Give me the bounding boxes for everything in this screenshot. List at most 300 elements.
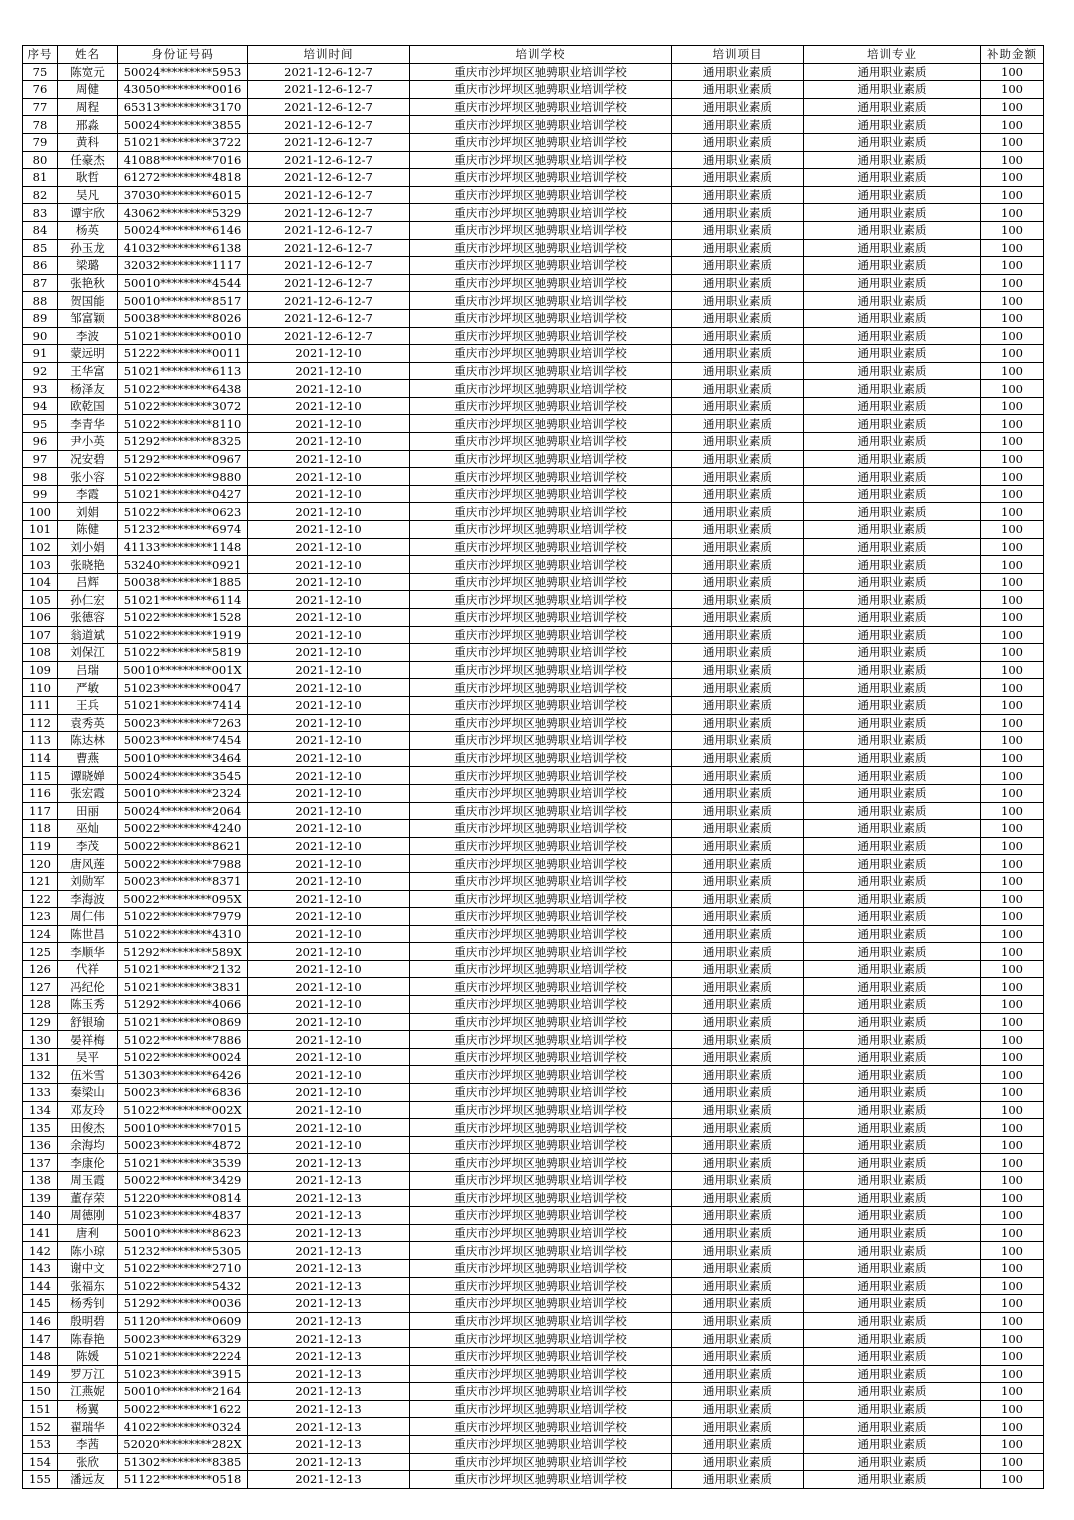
cell-id-number: 32032*********1117 (118, 257, 248, 275)
cell-training-time: 2021-12-10 (248, 538, 410, 556)
cell-id-number: 50010*********2324 (118, 784, 248, 802)
cell-training-major: 通用职业素质 (804, 1418, 981, 1436)
cell-name: 谢中文 (58, 1259, 118, 1277)
cell-subsidy-amount: 100 (981, 1400, 1044, 1418)
cell-name: 陈媛 (58, 1347, 118, 1365)
cell-subsidy-amount: 100 (981, 1101, 1044, 1119)
table-row (23, 609, 1044, 627)
cell-id-number: 51021*********2224 (118, 1347, 248, 1365)
cell-training-major: 通用职业素质 (804, 151, 981, 169)
cell-serial: 139 (23, 1189, 58, 1207)
cell-training-project: 通用职业素质 (672, 345, 804, 363)
table-row (23, 996, 1044, 1014)
cell-training-project: 通用职业素质 (672, 1048, 804, 1066)
cell-id-number: 50024*********6146 (118, 221, 248, 239)
cell-serial: 117 (23, 802, 58, 820)
cell-training-project: 通用职业素质 (672, 556, 804, 574)
cell-training-major: 通用职业素质 (804, 696, 981, 714)
cell-serial: 94 (23, 397, 58, 415)
cell-subsidy-amount: 100 (981, 204, 1044, 222)
cell-id-number: 51021*********0869 (118, 1013, 248, 1031)
cell-id-number: 51022*********0024 (118, 1048, 248, 1066)
cell-training-project: 通用职业素质 (672, 679, 804, 697)
cell-training-project: 通用职业素质 (672, 1242, 804, 1260)
cell-training-major: 通用职业素质 (804, 538, 981, 556)
table-row (23, 63, 1044, 81)
cell-name: 李波 (58, 327, 118, 345)
cell-training-major: 通用职业素质 (804, 1101, 981, 1119)
cell-name: 陈玉秀 (58, 996, 118, 1014)
cell-training-time: 2021-12-10 (248, 661, 410, 679)
cell-name: 李青华 (58, 415, 118, 433)
cell-training-school: 重庆市沙坪坝区驰骋职业培训学校 (410, 204, 672, 222)
cell-serial: 102 (23, 538, 58, 556)
cell-training-major: 通用职业素质 (804, 98, 981, 116)
cell-name: 王华富 (58, 362, 118, 380)
cell-training-time: 2021-12-10 (248, 1013, 410, 1031)
cell-training-project: 通用职业素质 (672, 1136, 804, 1154)
cell-training-major: 通用职业素质 (804, 1189, 981, 1207)
cell-training-major: 通用职业素质 (804, 292, 981, 310)
cell-id-number: 51022*********8110 (118, 415, 248, 433)
cell-serial: 85 (23, 239, 58, 257)
cell-name: 况安碧 (58, 450, 118, 468)
cell-training-project: 通用职业素质 (672, 1119, 804, 1137)
cell-subsidy-amount: 100 (981, 116, 1044, 134)
cell-training-project: 通用职业素质 (672, 1101, 804, 1119)
cell-training-time: 2021-12-10 (248, 1084, 410, 1102)
cell-id-number: 50010*********001X (118, 661, 248, 679)
cell-name: 陈小琼 (58, 1242, 118, 1260)
cell-training-school: 重庆市沙坪坝区驰骋职业培训学校 (410, 1013, 672, 1031)
cell-training-time: 2021-12-10 (248, 1066, 410, 1084)
cell-training-project: 通用职业素质 (672, 890, 804, 908)
table-row (23, 802, 1044, 820)
table-row (23, 661, 1044, 679)
cell-subsidy-amount: 100 (981, 1207, 1044, 1225)
cell-subsidy-amount: 100 (981, 380, 1044, 398)
cell-training-school: 重庆市沙坪坝区驰骋职业培训学校 (410, 714, 672, 732)
cell-training-time: 2021-12-13 (248, 1259, 410, 1277)
cell-serial: 78 (23, 116, 58, 134)
cell-training-school: 重庆市沙坪坝区驰骋职业培训学校 (410, 309, 672, 327)
cell-training-school: 重庆市沙坪坝区驰骋职业培训学校 (410, 1400, 672, 1418)
cell-training-time: 2021-12-13 (248, 1207, 410, 1225)
cell-name: 陈健 (58, 521, 118, 539)
cell-id-number: 51303*********6426 (118, 1066, 248, 1084)
cell-name: 田丽 (58, 802, 118, 820)
cell-training-project: 通用职业素质 (672, 538, 804, 556)
table-row (23, 1136, 1044, 1154)
cell-training-major: 通用职业素质 (804, 257, 981, 275)
cell-serial: 137 (23, 1154, 58, 1172)
cell-training-major: 通用职业素质 (804, 1259, 981, 1277)
cell-serial: 86 (23, 257, 58, 275)
table-row (23, 503, 1044, 521)
cell-training-project: 通用职业素质 (672, 450, 804, 468)
cell-serial: 77 (23, 98, 58, 116)
cell-training-major: 通用职业素质 (804, 820, 981, 838)
cell-training-project: 通用职业素质 (672, 433, 804, 451)
cell-serial: 126 (23, 960, 58, 978)
cell-id-number: 51022*********6438 (118, 380, 248, 398)
cell-training-project: 通用职业素质 (672, 943, 804, 961)
cell-name: 周玉霞 (58, 1172, 118, 1190)
cell-training-school: 重庆市沙坪坝区驰骋职业培训学校 (410, 345, 672, 363)
cell-training-school: 重庆市沙坪坝区驰骋职业培训学校 (410, 767, 672, 785)
cell-name: 巫灿 (58, 820, 118, 838)
cell-subsidy-amount: 100 (981, 978, 1044, 996)
cell-name: 张德容 (58, 609, 118, 627)
cell-training-project: 通用职业素质 (672, 521, 804, 539)
cell-name: 唐风莲 (58, 855, 118, 873)
header-training-major: 培训专业 (804, 46, 981, 64)
cell-serial: 105 (23, 591, 58, 609)
cell-training-major: 通用职业素质 (804, 485, 981, 503)
table-row (23, 116, 1044, 134)
cell-training-school: 重庆市沙坪坝区驰骋职业培训学校 (410, 116, 672, 134)
cell-name: 贺国能 (58, 292, 118, 310)
cell-subsidy-amount: 100 (981, 292, 1044, 310)
cell-subsidy-amount: 100 (981, 186, 1044, 204)
cell-training-school: 重庆市沙坪坝区驰骋职业培训学校 (410, 626, 672, 644)
cell-subsidy-amount: 100 (981, 1383, 1044, 1401)
cell-serial: 129 (23, 1013, 58, 1031)
cell-training-project: 通用职业素质 (672, 872, 804, 890)
cell-training-time: 2021-12-10 (248, 626, 410, 644)
cell-serial: 145 (23, 1295, 58, 1313)
cell-training-school: 重庆市沙坪坝区驰骋职业培训学校 (410, 732, 672, 750)
table-row (23, 521, 1044, 539)
cell-training-school: 重庆市沙坪坝区驰骋职业培训学校 (410, 1259, 672, 1277)
cell-training-project: 通用职业素质 (672, 714, 804, 732)
cell-training-school: 重庆市沙坪坝区驰骋职业培训学校 (410, 1312, 672, 1330)
cell-name: 陈春艳 (58, 1330, 118, 1348)
cell-subsidy-amount: 100 (981, 1136, 1044, 1154)
cell-training-school: 重庆市沙坪坝区驰骋职业培训学校 (410, 485, 672, 503)
table-row (23, 1312, 1044, 1330)
table-row (23, 1172, 1044, 1190)
cell-subsidy-amount: 100 (981, 1453, 1044, 1471)
cell-subsidy-amount: 100 (981, 960, 1044, 978)
table-row (23, 485, 1044, 503)
cell-training-project: 通用职业素质 (672, 1365, 804, 1383)
cell-training-project: 通用职业素质 (672, 186, 804, 204)
cell-id-number: 50023*********6836 (118, 1084, 248, 1102)
cell-name: 吴凡 (58, 186, 118, 204)
table-row (23, 1189, 1044, 1207)
cell-serial: 75 (23, 63, 58, 81)
cell-subsidy-amount: 100 (981, 450, 1044, 468)
cell-training-school: 重庆市沙坪坝区驰骋职业培训学校 (410, 433, 672, 451)
cell-id-number: 51222*********0011 (118, 345, 248, 363)
table-row (23, 274, 1044, 292)
cell-training-project: 通用职业素质 (672, 292, 804, 310)
cell-id-number: 51232*********6974 (118, 521, 248, 539)
cell-training-project: 通用职业素质 (672, 380, 804, 398)
cell-name: 谭晓婵 (58, 767, 118, 785)
cell-training-major: 通用职业素质 (804, 714, 981, 732)
cell-serial: 118 (23, 820, 58, 838)
cell-training-school: 重庆市沙坪坝区驰骋职业培训学校 (410, 609, 672, 627)
cell-name: 杨泽友 (58, 380, 118, 398)
table-row (23, 1435, 1044, 1453)
cell-training-time: 2021-12-6-12-7 (248, 186, 410, 204)
cell-serial: 134 (23, 1101, 58, 1119)
cell-name: 冯纪伦 (58, 978, 118, 996)
cell-id-number: 50038*********1885 (118, 573, 248, 591)
cell-serial: 107 (23, 626, 58, 644)
cell-name: 罗万江 (58, 1365, 118, 1383)
cell-name: 刘保江 (58, 644, 118, 662)
cell-training-time: 2021-12-10 (248, 644, 410, 662)
table-row (23, 978, 1044, 996)
cell-serial: 121 (23, 872, 58, 890)
table-row (23, 151, 1044, 169)
cell-serial: 108 (23, 644, 58, 662)
cell-training-school: 重庆市沙坪坝区驰骋职业培训学校 (410, 1066, 672, 1084)
cell-training-school: 重庆市沙坪坝区驰骋职业培训学校 (410, 1295, 672, 1313)
table-row (23, 1048, 1044, 1066)
cell-id-number: 51021*********2132 (118, 960, 248, 978)
table-row (23, 820, 1044, 838)
cell-training-major: 通用职业素质 (804, 133, 981, 151)
cell-name: 李茂 (58, 837, 118, 855)
cell-training-major: 通用职业素质 (804, 204, 981, 222)
cell-serial: 111 (23, 696, 58, 714)
table-row (23, 362, 1044, 380)
cell-training-major: 通用职业素质 (804, 380, 981, 398)
table-row (23, 1207, 1044, 1225)
cell-training-school: 重庆市沙坪坝区驰骋职业培训学校 (410, 1189, 672, 1207)
cell-training-major: 通用职业素质 (804, 1119, 981, 1137)
cell-training-project: 通用职业素质 (672, 1259, 804, 1277)
cell-serial: 128 (23, 996, 58, 1014)
cell-training-time: 2021-12-10 (248, 784, 410, 802)
cell-training-project: 通用职业素质 (672, 151, 804, 169)
cell-training-major: 通用职业素质 (804, 1471, 981, 1489)
cell-serial: 114 (23, 749, 58, 767)
cell-id-number: 52020*********282X (118, 1435, 248, 1453)
cell-serial: 141 (23, 1224, 58, 1242)
cell-id-number: 51292*********0036 (118, 1295, 248, 1313)
cell-training-time: 2021-12-6-12-7 (248, 257, 410, 275)
cell-training-major: 通用职业素质 (804, 362, 981, 380)
cell-training-school: 重庆市沙坪坝区驰骋职业培训学校 (410, 925, 672, 943)
cell-training-school: 重庆市沙坪坝区驰骋职业培训学校 (410, 1453, 672, 1471)
cell-subsidy-amount: 100 (981, 1066, 1044, 1084)
cell-training-school: 重庆市沙坪坝区驰骋职业培训学校 (410, 1277, 672, 1295)
cell-training-project: 通用职业素质 (672, 591, 804, 609)
table-row (23, 1330, 1044, 1348)
cell-subsidy-amount: 100 (981, 767, 1044, 785)
cell-training-time: 2021-12-10 (248, 978, 410, 996)
cell-training-time: 2021-12-10 (248, 433, 410, 451)
cell-training-major: 通用职业素质 (804, 327, 981, 345)
cell-training-time: 2021-12-10 (248, 679, 410, 697)
cell-id-number: 51232*********5305 (118, 1242, 248, 1260)
cell-name: 张欣 (58, 1453, 118, 1471)
cell-training-school: 重庆市沙坪坝区驰骋职业培训学校 (410, 802, 672, 820)
cell-training-school: 重庆市沙坪坝区驰骋职业培训学校 (410, 98, 672, 116)
table-row (23, 186, 1044, 204)
cell-id-number: 51022*********5819 (118, 644, 248, 662)
cell-id-number: 50038*********8026 (118, 309, 248, 327)
cell-training-school: 重庆市沙坪坝区驰骋职业培训学校 (410, 679, 672, 697)
cell-training-project: 通用职业素质 (672, 221, 804, 239)
cell-name: 李霞 (58, 485, 118, 503)
cell-training-school: 重庆市沙坪坝区驰骋职业培训学校 (410, 784, 672, 802)
table-row (23, 1365, 1044, 1383)
cell-id-number: 50022*********1622 (118, 1400, 248, 1418)
cell-serial: 122 (23, 890, 58, 908)
cell-training-school: 重庆市沙坪坝区驰骋职业培训学校 (410, 1172, 672, 1190)
cell-training-time: 2021-12-10 (248, 380, 410, 398)
cell-name: 舒银瑜 (58, 1013, 118, 1031)
cell-training-project: 通用职业素质 (672, 784, 804, 802)
cell-id-number: 50023*********7454 (118, 732, 248, 750)
cell-training-school: 重庆市沙坪坝区驰骋职业培训学校 (410, 133, 672, 151)
table-row (23, 1013, 1044, 1031)
cell-training-time: 2021-12-10 (248, 925, 410, 943)
table-row (23, 221, 1044, 239)
table-row (23, 433, 1044, 451)
cell-training-major: 通用职业素质 (804, 872, 981, 890)
cell-training-project: 通用职业素质 (672, 626, 804, 644)
cell-training-school: 重庆市沙坪坝区驰骋职业培训学校 (410, 573, 672, 591)
table-body (23, 63, 1044, 1488)
cell-training-major: 通用职业素质 (804, 1242, 981, 1260)
cell-serial: 151 (23, 1400, 58, 1418)
table-row (23, 133, 1044, 151)
cell-subsidy-amount: 100 (981, 609, 1044, 627)
cell-serial: 132 (23, 1066, 58, 1084)
cell-serial: 101 (23, 521, 58, 539)
cell-training-project: 通用职业素质 (672, 1471, 804, 1489)
cell-serial: 80 (23, 151, 58, 169)
cell-name: 梁璐 (58, 257, 118, 275)
cell-training-major: 通用职业素质 (804, 503, 981, 521)
cell-training-time: 2021-12-6-12-7 (248, 81, 410, 99)
cell-training-project: 通用职业素质 (672, 1277, 804, 1295)
cell-training-school: 重庆市沙坪坝区驰骋职业培训学校 (410, 1136, 672, 1154)
cell-training-major: 通用职业素质 (804, 450, 981, 468)
cell-training-project: 通用职业素质 (672, 1400, 804, 1418)
cell-id-number: 51022*********3072 (118, 397, 248, 415)
table-row (23, 1418, 1044, 1436)
cell-training-major: 通用职业素质 (804, 661, 981, 679)
cell-training-project: 通用职业素质 (672, 978, 804, 996)
cell-subsidy-amount: 100 (981, 908, 1044, 926)
cell-training-time: 2021-12-10 (248, 362, 410, 380)
cell-training-major: 通用职业素质 (804, 679, 981, 697)
cell-training-major: 通用职业素质 (804, 1224, 981, 1242)
cell-subsidy-amount: 100 (981, 661, 1044, 679)
table-row (23, 925, 1044, 943)
cell-subsidy-amount: 100 (981, 468, 1044, 486)
cell-subsidy-amount: 100 (981, 133, 1044, 151)
table-row (23, 767, 1044, 785)
cell-id-number: 51292*********4066 (118, 996, 248, 1014)
cell-subsidy-amount: 100 (981, 309, 1044, 327)
cell-training-project: 通用职业素质 (672, 749, 804, 767)
cell-training-time: 2021-12-13 (248, 1400, 410, 1418)
subsidy-roster-table (22, 45, 1044, 1489)
cell-subsidy-amount: 100 (981, 327, 1044, 345)
cell-training-school: 重庆市沙坪坝区驰骋职业培训学校 (410, 820, 672, 838)
table-row (23, 98, 1044, 116)
cell-name: 邹富颖 (58, 309, 118, 327)
cell-training-school: 重庆市沙坪坝区驰骋职业培训学校 (410, 1383, 672, 1401)
table-row (23, 908, 1044, 926)
cell-training-project: 通用职业素质 (672, 661, 804, 679)
cell-training-major: 通用职业素质 (804, 1207, 981, 1225)
cell-training-major: 通用职业素质 (804, 802, 981, 820)
cell-id-number: 51021*********6113 (118, 362, 248, 380)
cell-name: 黄科 (58, 133, 118, 151)
cell-training-project: 通用职业素质 (672, 1418, 804, 1436)
cell-training-school: 重庆市沙坪坝区驰骋职业培训学校 (410, 1048, 672, 1066)
cell-serial: 146 (23, 1312, 58, 1330)
cell-training-school: 重庆市沙坪坝区驰骋职业培训学校 (410, 362, 672, 380)
cell-subsidy-amount: 100 (981, 1013, 1044, 1031)
cell-training-major: 通用职业素质 (804, 943, 981, 961)
table-row (23, 732, 1044, 750)
cell-id-number: 51021*********3539 (118, 1154, 248, 1172)
cell-training-school: 重庆市沙坪坝区驰骋职业培训学校 (410, 274, 672, 292)
cell-id-number: 51021*********7414 (118, 696, 248, 714)
cell-training-time: 2021-12-13 (248, 1347, 410, 1365)
cell-name: 周程 (58, 98, 118, 116)
cell-training-project: 通用职业素质 (672, 573, 804, 591)
cell-id-number: 41088*********7016 (118, 151, 248, 169)
cell-training-time: 2021-12-10 (248, 820, 410, 838)
cell-training-time: 2021-12-10 (248, 397, 410, 415)
cell-training-school: 重庆市沙坪坝区驰骋职业培训学校 (410, 978, 672, 996)
cell-training-major: 通用职业素质 (804, 433, 981, 451)
cell-subsidy-amount: 100 (981, 996, 1044, 1014)
cell-name: 尹小英 (58, 433, 118, 451)
cell-training-school: 重庆市沙坪坝区驰骋职业培训学校 (410, 872, 672, 890)
cell-training-project: 通用职业素质 (672, 1172, 804, 1190)
header-name: 姓名 (58, 46, 118, 64)
table-row (23, 327, 1044, 345)
cell-training-major: 通用职业素质 (804, 591, 981, 609)
cell-serial: 79 (23, 133, 58, 151)
cell-id-number: 50024*********3545 (118, 767, 248, 785)
cell-training-time: 2021-12-10 (248, 1048, 410, 1066)
cell-training-time: 2021-12-6-12-7 (248, 98, 410, 116)
cell-training-project: 通用职业素质 (672, 802, 804, 820)
cell-training-project: 通用职业素质 (672, 362, 804, 380)
cell-subsidy-amount: 100 (981, 855, 1044, 873)
table-row (23, 309, 1044, 327)
table-row (23, 450, 1044, 468)
cell-training-time: 2021-12-10 (248, 802, 410, 820)
table-row (23, 1242, 1044, 1260)
cell-serial: 81 (23, 169, 58, 187)
cell-serial: 91 (23, 345, 58, 363)
cell-training-major: 通用职业素质 (804, 116, 981, 134)
cell-serial: 97 (23, 450, 58, 468)
cell-training-project: 通用职业素质 (672, 468, 804, 486)
cell-training-project: 通用职业素质 (672, 116, 804, 134)
cell-serial: 82 (23, 186, 58, 204)
cell-name: 耿哲 (58, 169, 118, 187)
cell-training-major: 通用职业素质 (804, 960, 981, 978)
cell-training-project: 通用职业素质 (672, 1453, 804, 1471)
cell-id-number: 51122*********0518 (118, 1471, 248, 1489)
